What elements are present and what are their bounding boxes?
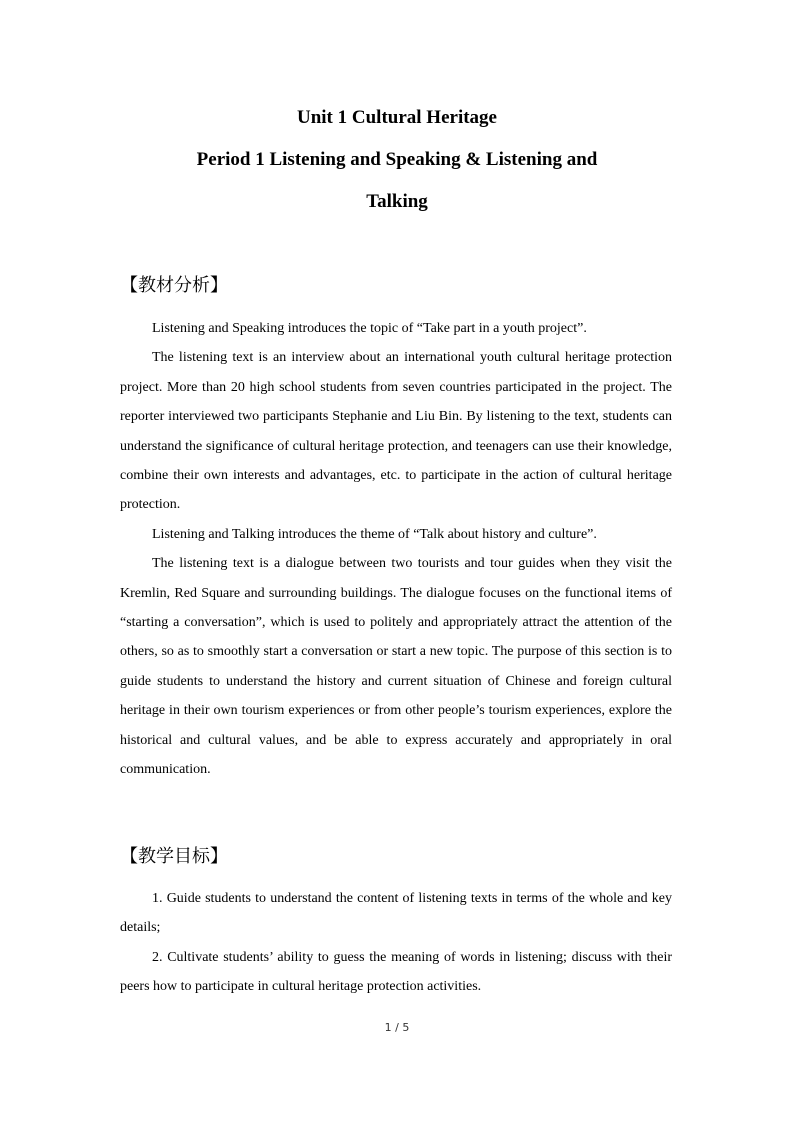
section-heading-textbook-analysis: 【教材分析】 [120,275,228,296]
section-body-textbook-analysis [120,314,676,785]
paragraph: Listening and Talking introduces the theme of “Talk about history and culture”. [152,526,597,542]
document-subtitle: Period 1 Listening and Speaking & Listening and [196,149,598,170]
paragraph: Listening and Speaking introduces the topic of “Take part in a youth project”. [152,321,587,336]
paragraph: The listening text is a dialogue between two tourists and tour guides when they visit the Kremlin, Red Square and surrounding buildings. The dialogue focuses on the functional items of “starting a conversation”, which is used to politely and appropriately attract the attention of the others, so as to smoothly start a conversation or start a new topic. The purpose of this section is to guide students to understand the history and current situation of Chinese and foreign cultural heritage in their own tourism experiences or from other people’s tourism experiences, explore the historical and cultural values, and be able to express accurately and appropriately in oral communication. [120,556,676,778]
paragraph: The listening text is an interview about an international youth cultural heritage protection project. More than 20 high school students from seven countries participated in the project. The reporter interviewed two participants Stephanie and Liu Bin. By listening to the text, students can understand the significance of cultural heritage protection, and teenagers can use their knowledge, combine their own interests and advantages, etc. to participate in the action of cultural heritage protection. [120,350,676,513]
section-heading-teaching-objectives: 【教学目标】 [120,846,228,867]
section-body-teaching-objectives [120,884,676,1002]
paragraph: 2. Cultivate students’ ability to guess the meaning of words in listening; discuss with their peers how to participate in cultural heritage protection activities. [120,949,676,995]
page-number: 1 / 5 [384,1021,410,1034]
document-subtitle-continued: Talking [366,191,428,212]
document-title: Unit 1 Cultural Heritage [296,107,497,128]
paragraph: 1. Guide students to understand the content of listening texts in terms of the whole and key details; [120,891,676,936]
